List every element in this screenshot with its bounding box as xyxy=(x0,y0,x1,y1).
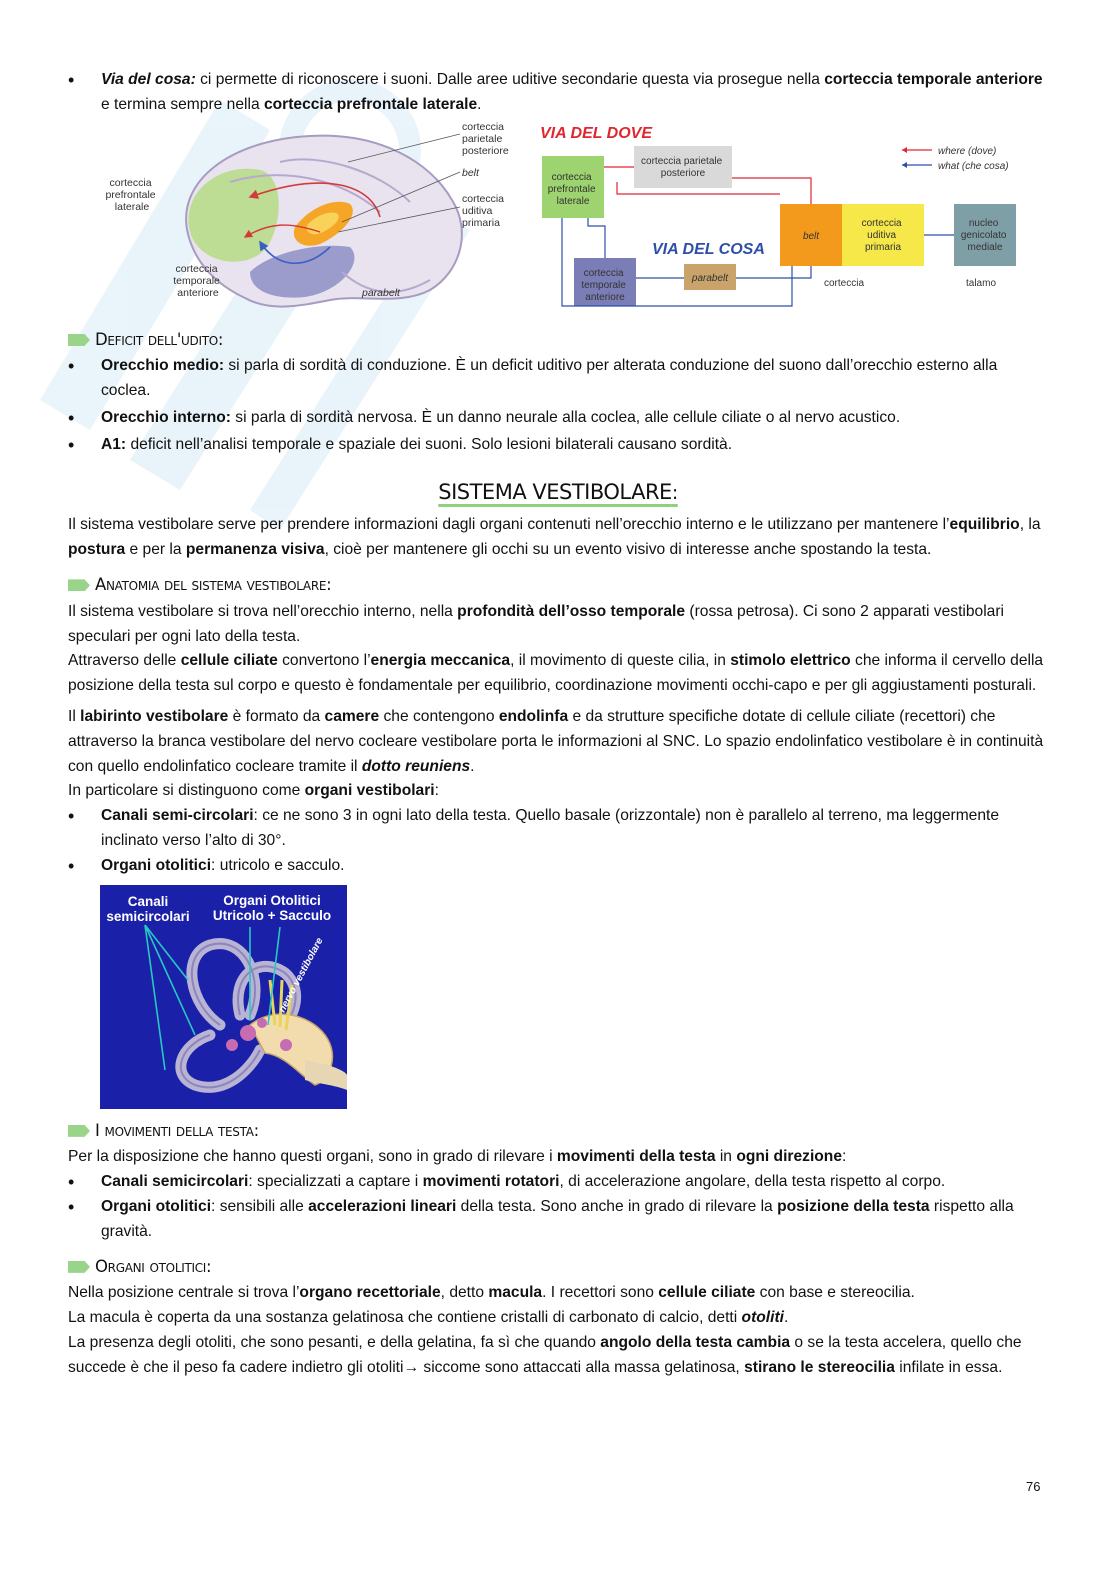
page-number: 76 xyxy=(1026,1479,1041,1494)
section-heading-deficit: Deficit dell'udito : xyxy=(68,328,1048,353)
organi-list xyxy=(68,804,1048,878)
list-item: • Organi otolitici: utricolo e sacculo. xyxy=(68,854,1048,879)
svg-text:corteccia temporale: corteccia temporale anteriore xyxy=(581,267,626,303)
document-content xyxy=(68,68,1048,1381)
paragraph: Nella posizione centrale si trova l’organo recettoriale, detto macula. I recettori sono cellule ciliate con base e stereocilia. xyxy=(68,1284,915,1302)
heading-marker-icon xyxy=(68,1261,90,1273)
title-via-dove: VIA DEL DOVE xyxy=(540,124,653,142)
arrow-icon: → xyxy=(403,1358,420,1376)
label-parabelt: parabelt xyxy=(362,286,400,299)
label-uditiva: corteccia uditiva primaria xyxy=(462,192,505,229)
heading-marker-icon xyxy=(68,579,90,591)
label-nervo: nervo vestibolare xyxy=(276,935,326,1014)
list-item: • Canali semi-circolari: ce ne sono 3 in ogni lato della testa. Quello basale (orizzontale) non è parallelo al terreno, ma leggermente inclinato verso l’alto di 30°. xyxy=(68,804,1048,854)
heading-marker-icon xyxy=(68,334,90,346)
label-temporale: corteccia temporale anteriore xyxy=(173,262,220,299)
svg-text:corteccia uditiva: corteccia uditiva primaria xyxy=(861,217,902,253)
intro-list xyxy=(68,68,1048,118)
label-prefrontale: corteccia prefrontale laterale xyxy=(105,176,156,213)
list-item: • Orecchio interno: si parla di sordità nervosa. È un danno neurale alla coclea, alle cellule ciliate o al nervo acustico. xyxy=(68,406,1048,431)
paragraph: Attraverso delle cellule ciliate convertono l’energia meccanica, il movimento di queste cilia, in stimolo elettrico che informa il cervello della posizione della testa sul corpo e questo è fondamentale per equilibrio, coordinazione movimenti occhi-capo e per gli aggiustamenti posturali. xyxy=(68,652,1044,695)
label-belt: belt xyxy=(462,166,479,179)
deficit-list xyxy=(68,354,1048,457)
inner-ear-illustration xyxy=(100,885,347,1109)
heading-marker-icon xyxy=(68,1125,90,1137)
paragraph: In particolare si distinguono come organi vestibolari: xyxy=(68,782,439,800)
legend-what: what (che cosa) xyxy=(938,160,1009,172)
section-title-vestibolare: SISTEMA VESTIBOLARE: xyxy=(438,479,678,504)
pathway-diagram xyxy=(532,122,1040,318)
list-item: • A1: deficit nell’analisi temporale e spaziale dei suoni. Solo lesioni bilaterali causano sordità. xyxy=(68,433,1048,458)
inner-ear-figure xyxy=(100,885,347,1109)
svg-text:parabelt: parabelt xyxy=(691,272,729,284)
svg-text:corteccia parietale: corteccia parietale posteriore xyxy=(641,155,723,179)
list-item: • Canali semicircolari: specializzati a captare i movimenti rotatori, di accelerazione angolare, della testa rispetto al corpo. xyxy=(68,1170,1048,1195)
caption-corteccia: corteccia xyxy=(824,277,865,289)
brain-illustration xyxy=(80,122,530,318)
section-heading-otolitici: Organi otolitici : xyxy=(68,1255,1048,1280)
label-canali: Canali semicircolari xyxy=(106,893,190,924)
section-heading-anatomia: Anatomia del sistema vestibolare : xyxy=(68,573,1048,598)
paragraph: Il sistema vestibolare serve per prendere informazioni dagli organi contenuti nell’orecchio interno e le utilizzano per mantenere l’equilibrio, la postura e per la permanenza visiva, cioè per mantenere gli occhi su un evento visivo di interesse anche spostando la testa. xyxy=(68,516,1041,559)
svg-text:nucleo genicolato: nucleo genicolato mediale xyxy=(960,217,1007,253)
auditory-pathways-figure xyxy=(80,122,1048,318)
paragraph: Il sistema vestibolare si trova nell’orecchio interno, nella profondità dell’osso temporale (rossa petrosa). Ci sono 2 apparati vestibolari speculari per ogni lato della testa. xyxy=(68,602,1005,645)
svg-text:belt: belt xyxy=(802,230,820,242)
box-parietale xyxy=(634,146,732,188)
caption-talamo: talamo xyxy=(966,277,997,289)
paragraph: Il labirinto vestibolare è formato da camere che contengono endolinfa e da strutture specifiche dotate di cellule ciliate (recettori) che attraverso la branca vestibolare del nervo cocleare vestibolare porta le informazioni al SNC. Lo spazio endolinfatico vestibolare è in continuità con quello endolinfatico cocleare tramite il dotto reuniens. xyxy=(68,707,1044,775)
section-heading-movimenti: I movimenti della testa : xyxy=(68,1119,1048,1144)
list-item: • Via del cosa: ci permette di riconoscere i suoni. Dalle aree uditive secondarie questa via prosegue nella corteccia temporale anteriore e termina sempre nella corteccia prefrontale laterale. xyxy=(68,68,1048,118)
list-item: • Orecchio medio: si parla di sordità di conduzione. È un deficit uditivo per alterata conduzione del suono dall’orecchio esterno alla coclea. xyxy=(68,354,1048,404)
label-parietale: corteccia parietale posteriore xyxy=(462,121,509,157)
list-item: • Organi otolitici: sensibili alle accelerazioni lineari della testa. Sono anche in grado di rilevare la posizione della testa rispetto alla gravità. xyxy=(68,1195,1048,1245)
legend-where: where (dove) xyxy=(938,145,997,157)
paragraph: La presenza degli otoliti, che sono pesanti, e della gelatina, fa sì che quando angolo della testa cambia o se la testa accelera, quello che succede è che il peso fa cadere indietro gli otoliti→ siccome sono attaccati alla massa gelatinosa, stirano le stereocilia infilate in essa. xyxy=(68,1333,1022,1376)
title-via-cosa: VIA DEL COSA xyxy=(652,240,765,258)
paragraph: Per la disposizione che hanno questi organi, sono in grado di rilevare i movimenti della testa in ogni direzione: xyxy=(68,1148,847,1166)
bold-term: Via del cosa: xyxy=(101,71,196,88)
svg-text:corteccia prefrontal: corteccia prefrontale laterale xyxy=(547,171,596,207)
movimenti-list xyxy=(68,1170,1048,1244)
label-organi: Organi Otolitici Utricolo + Sacculo xyxy=(212,892,332,923)
paragraph: La macula è coperta da una sostanza gelatinosa che contiene cristalli di carbonato di calcio, detti otoliti. xyxy=(68,1309,789,1327)
